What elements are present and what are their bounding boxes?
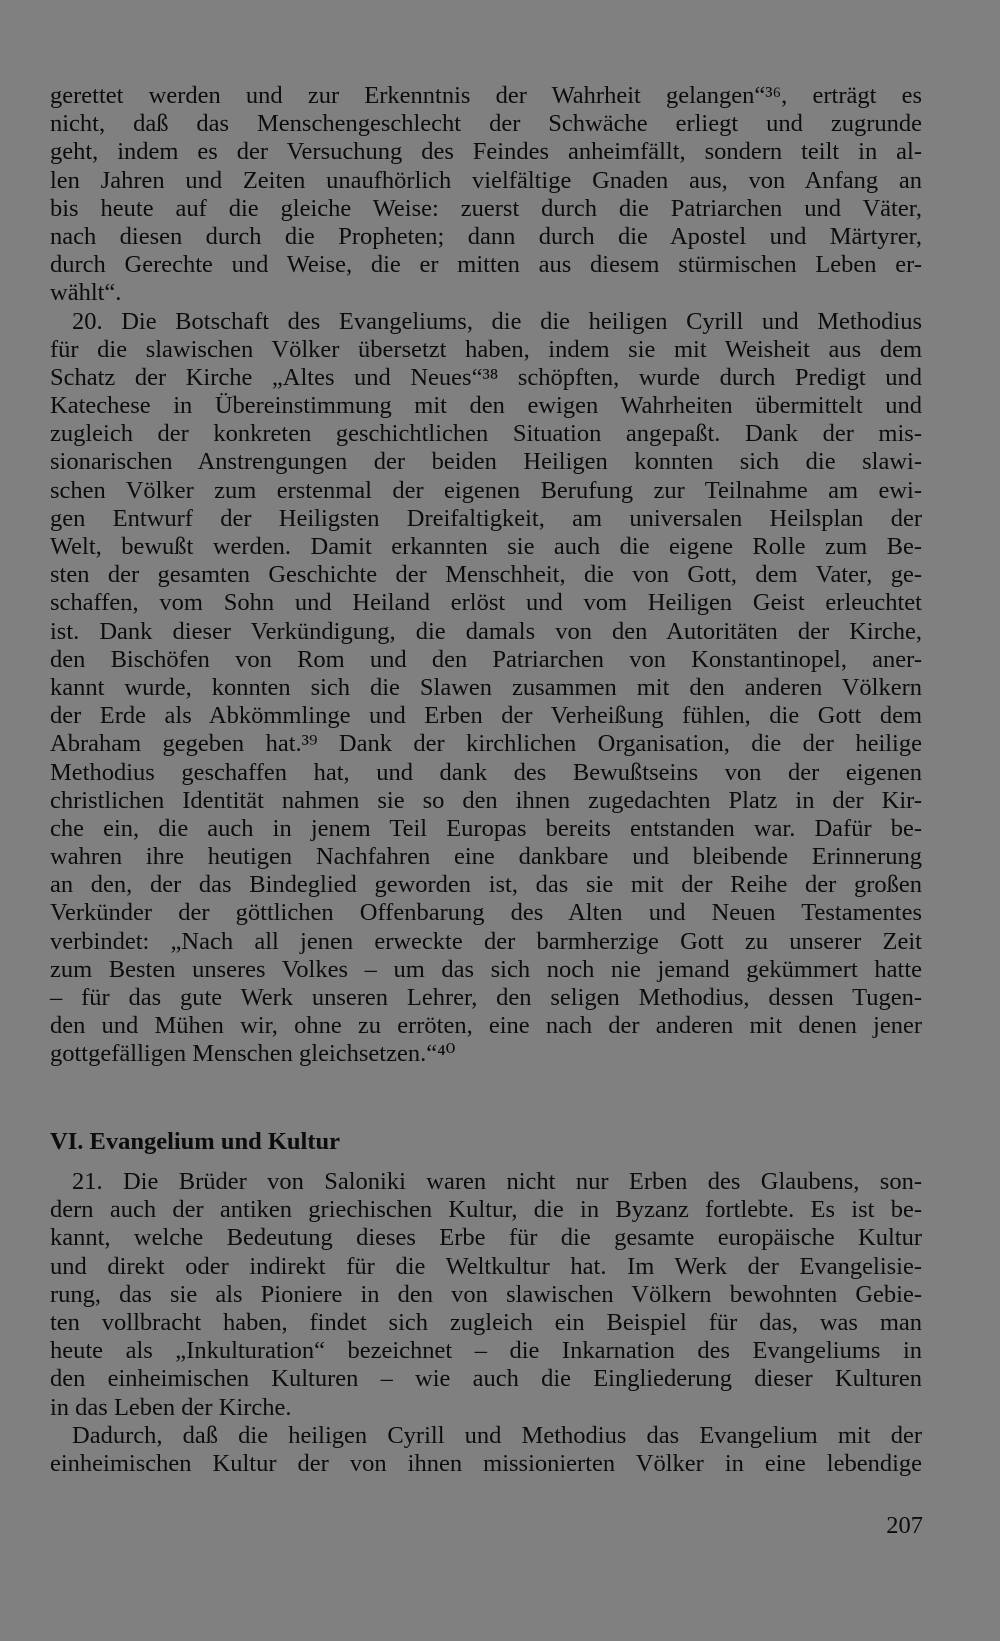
text-line: che ein, die auch in jenem Teil Europas bereits entstanden war. Dafür be- — [50, 814, 922, 842]
text-line: ist. Dank dieser Verkündigung, die damals von den Autoritäten der Kirche, — [50, 617, 922, 645]
page-number: 207 — [886, 1512, 923, 1539]
paragraph-next — [50, 1422, 922, 1478]
text-line: kannt, welche Bedeutung dieses Erbe für die gesamte europäische Kultur — [50, 1224, 922, 1252]
paragraph-continuation — [50, 82, 922, 308]
text-line: 20. Die Botschaft des Evangeliums, die die heiligen Cyrill und Methodius — [72, 307, 922, 335]
text-line: – für das gute Werk unseren Lehrer, den seligen Methodius, dessen Tugen- — [50, 984, 922, 1011]
text-line: nicht, daß das Menschengeschlecht der Schwäche erliegt und zugrunde — [50, 110, 922, 138]
text-line: dern auch der antiken griechischen Kultur, die in Byzanz fortlebte. Es ist be- — [50, 1196, 922, 1224]
text-line: schaffen, vom Sohn und Heiland erlöst und vom Heiligen Geist erleuchtet — [50, 589, 922, 617]
paragraph-21 — [50, 1168, 922, 1422]
section-heading: VI. Evangelium und Kultur — [50, 1128, 340, 1155]
text-line: heute als „Inkulturation“ bezeichnet – die Inkarnation des Evangeliums in — [50, 1337, 922, 1365]
text-line: für die slawischen Völker übersetzt haben, indem sie mit Weisheit aus dem — [50, 335, 922, 363]
text-line: an den, der das Bindeglied geworden ist, das sie mit der Reihe der großen — [50, 871, 922, 899]
text-line: Methodius geschaffen hat, und dank des Bewußtseins von der eigenen — [50, 758, 922, 786]
text-line: wählt“. — [50, 279, 122, 307]
text-line: Verkünder der göttlichen Offenbarung des Alten und Neuen Testamentes — [50, 899, 922, 927]
text-line: len Jahren und Zeiten unaufhörlich vielfältige Gnaden aus, von Anfang an — [50, 166, 922, 194]
text-line: Abraham gegeben hat.³⁹ Dank der kirchlichen Organisation, die der heilige — [50, 730, 922, 758]
text-line: 21. Die Brüder von Saloniki waren nicht nur Erben des Glaubens, son- — [72, 1168, 922, 1195]
text-line: einheimischen Kultur der von ihnen missionierten Völker in eine lebendige — [50, 1449, 922, 1477]
text-line: durch Gerechte und Weise, die er mitten aus diesem stürmischen Leben er- — [50, 251, 922, 279]
text-line: Dadurch, daß die heiligen Cyrill und Methodius das Evangelium mit der — [72, 1421, 922, 1449]
text-line: Welt, bewußt werden. Damit erkannten sie auch die eigene Rolle zum Be- — [50, 533, 922, 560]
text-line: zugleich der konkreten geschichtlichen Situation angepaßt. Dank der mis- — [50, 420, 922, 448]
section-body — [50, 1168, 922, 1478]
text-line: christlichen Identität nahmen sie so den ihnen zugedachten Platz in der Kir- — [50, 786, 922, 814]
text-line: bis heute auf die gleiche Weise: zuerst durch die Patriarchen und Väter, — [50, 194, 922, 222]
page-body — [50, 82, 922, 1069]
text-line: gen Entwurf der Heiligsten Dreifaltigkeit, am universalen Heilsplan der — [50, 504, 922, 532]
text-line: ten vollbracht haben, findet sich zugleich ein Beispiel für das, was man — [50, 1308, 922, 1336]
text-line: sionarischen Anstrengungen der beiden Heiligen konnten sich die slawi- — [50, 448, 922, 476]
text-line: den und Mühen wir, ohne zu erröten, eine nach der anderen mit denen jener — [50, 1012, 922, 1040]
text-line: den einheimischen Kulturen – wie auch die Eingliederung dieser Kulturen — [50, 1365, 922, 1393]
text-line: nach diesen durch die Propheten; dann durch die Apostel und Märtyrer, — [50, 222, 922, 250]
text-line: Schatz der Kirche „Altes und Neues“³⁸ schöpften, wurde durch Predigt und — [50, 363, 922, 391]
text-line: zum Besten unseres Volkes – um das sich noch nie jemand gekümmert hatte — [50, 955, 922, 983]
text-line: und direkt oder indirekt für die Weltkultur hat. Im Werk der Evangelisie- — [50, 1252, 922, 1280]
text-line: gottgefälligen Menschen gleichsetzen.“⁴⁰ — [50, 1040, 456, 1068]
text-line: den Bischöfen von Rom und den Patriarchen von Konstantinopel, aner- — [50, 645, 922, 673]
text-line: wahren ihre heutigen Nachfahren eine dankbare und bleibende Erinnerung — [50, 843, 922, 871]
text-line: rung, das sie als Pioniere in den von slawischen Völkern bewohnten Gebie- — [50, 1280, 922, 1308]
text-line: in das Leben der Kirche. — [50, 1393, 292, 1421]
text-line: verbindet: „Nach all jenen erweckte der barmherzige Gott zu unserer Zeit — [50, 927, 922, 955]
text-line: gerettet werden und zur Erkenntnis der Wahrheit gelangen“³⁶, erträgt es — [50, 82, 922, 109]
text-line: Katechese in Übereinstimmung mit den ewigen Wahrheiten übermittelt und — [50, 392, 922, 420]
text-line: der Erde als Abkömmlinge und Erben der Verheißung fühlen, die Gott dem — [50, 702, 922, 730]
text-line: schen Völker zum erstenmal der eigenen Berufung zur Teilnahme am ewi- — [50, 476, 922, 504]
text-line: kannt wurde, konnten sich die Slawen zusammen mit den anderen Völkern — [50, 673, 922, 701]
paragraph-20 — [50, 308, 922, 1069]
text-line: geht, indem es der Versuchung des Feindes anheimfällt, sondern teilt in al- — [50, 138, 922, 166]
text-line: sten der gesamten Geschichte der Menschheit, die von Gott, dem Vater, ge- — [50, 561, 922, 589]
